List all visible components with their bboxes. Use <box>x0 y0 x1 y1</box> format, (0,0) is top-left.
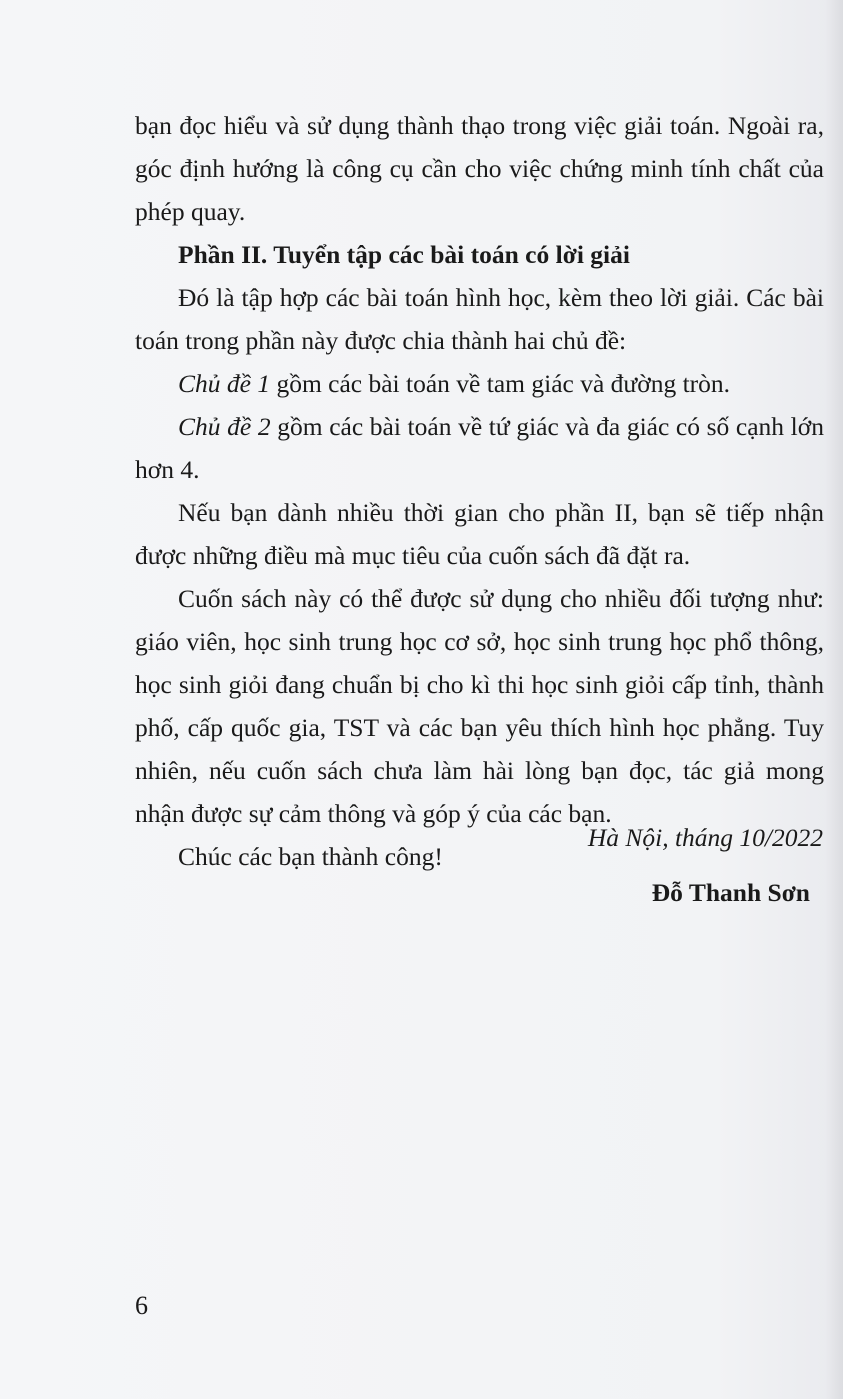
section-heading: Phần II. Tuyển tập các bài toán có lời giải <box>178 240 630 269</box>
paragraph-closing: Chúc các bạn thành công! <box>178 842 443 871</box>
paragraph-audience: Cuốn sách này có thể được sử dụng cho nhiều đối tượng như: giáo viên, học sinh trung học cơ sở, học sinh trung học phổ thông, học sinh giỏi đang chuẩn bị cho kì thi học sinh giỏi cấp tỉnh, thành phố, cấp quốc gia, TST và các bạn yêu thích hình học phẳng. Tuy nhiên, nếu cuốn sách chưa làm hài lòng bạn đọc, tác giả mong nhận được sự cảm thông và góp ý của các bạn. <box>135 584 824 828</box>
signature-place-date: Hà Nội, tháng 10/2022 <box>587 823 823 852</box>
topic-1-text: gồm các bài toán về tam giác và đường tròn. <box>270 369 731 398</box>
topic-1-label: Chủ đề 1 <box>178 369 271 398</box>
paragraph-section-description: Đó là tập hợp các bài toán hình học, kèm theo lời giải. Các bài toán trong phần này được chia thành hai chủ đề: <box>135 283 824 355</box>
page-edge-shadow <box>825 0 843 1399</box>
topic-2-label: Chủ đề 2 <box>178 412 271 441</box>
topic-2-text: gồm các bài toán về tứ giác và đa giác có số cạnh lớn hơn 4. <box>135 412 825 484</box>
body-text <box>135 104 824 878</box>
paragraph-topic-2 <box>135 405 824 491</box>
signature-author: Đỗ Thanh Sơn <box>651 878 810 907</box>
paragraph-topic-1 <box>135 362 824 405</box>
page-number: 6 <box>135 1291 148 1320</box>
paragraph-time-advice: Nếu bạn dành nhiều thời gian cho phần II, bạn sẽ tiếp nhận được những điều mà mục tiêu của cuốn sách đã đặt ra. <box>135 498 824 570</box>
paragraph-intro-continued: bạn đọc hiểu và sử dụng thành thạo trong việc giải toán. Ngoài ra, góc định hướng là công cụ cần cho việc chứng minh tính chất của phép quay. <box>135 111 824 226</box>
